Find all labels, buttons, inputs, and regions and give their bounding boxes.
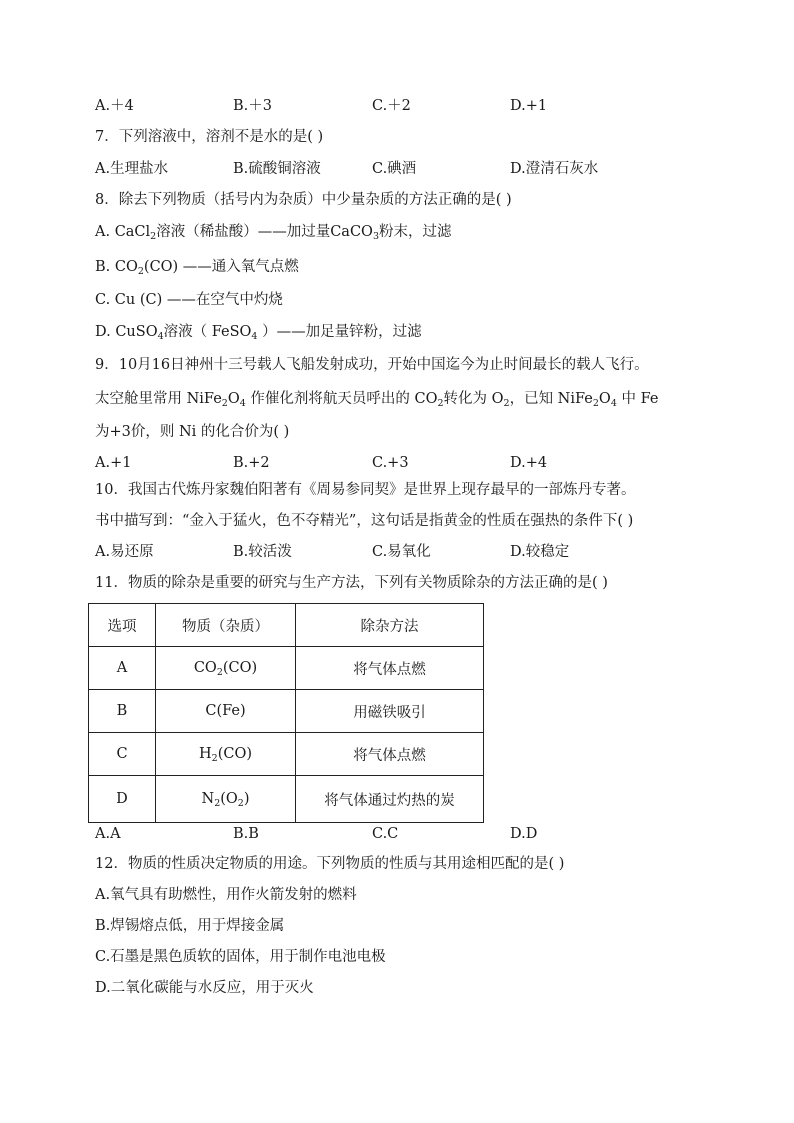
q10-option-d[interactable]: D.较稳定 <box>510 544 570 560</box>
q12-option-c[interactable]: C.石墨是黑色质软的固体，用于制作电池电极 <box>95 949 386 965</box>
q11-option-d[interactable]: D.D <box>510 826 538 842</box>
q11-stem: 11．物质的除杂是重要的研究与生产方法，下列有关物质除杂的方法正确的是( ) <box>95 575 608 591</box>
q10-option-a[interactable]: A.易还原 <box>95 544 154 560</box>
row-substance: $CO_2(CO)$ <box>156 647 296 690</box>
table-header-row <box>89 604 484 647</box>
q9-stem-line-1: 9．10月16日神州十三号载人飞船发射成功，开始中国迄今为止时间最长的载人飞行。 <box>95 357 649 373</box>
row-option: B <box>89 690 156 733</box>
q9-stem-line-2: 太空舱里常用 $NiFe_2O_4$ 作催化剂将航天员呼出的 $CO_2$转化为 $O_2$，已知 $NiFe_2O_4$ 中 Fe <box>95 391 659 409</box>
row-substance: $H_2(CO)$ <box>156 733 296 776</box>
row-option: D <box>89 776 156 823</box>
q6-option-c[interactable]: C.＋2 <box>372 98 411 114</box>
q8-option-d[interactable]: D. CuSO$_4$溶液（ FeSO$_4$ ）——加足量锌粉，过滤 <box>95 324 422 342</box>
table-row <box>89 776 484 823</box>
q12-option-b[interactable]: B.焊锡熔点低，用于焊接金属 <box>95 918 285 934</box>
q6-option-b[interactable]: B.＋3 <box>233 98 272 114</box>
q7-option-c[interactable]: C.碘酒 <box>372 161 417 177</box>
q12-option-a[interactable]: A.氧气具有助燃性，用作火箭发射的燃料 <box>95 887 357 903</box>
q11-table <box>88 603 484 823</box>
row-method: 将气体点燃 <box>296 647 484 690</box>
q11-options <box>95 824 695 844</box>
q9-option-a[interactable]: A.+1 <box>95 455 132 471</box>
row-method: 将气体点燃 <box>296 733 484 776</box>
row-substance: C(Fe) <box>156 690 296 733</box>
q9-option-c[interactable]: C.+3 <box>372 455 409 471</box>
q9-options <box>95 453 695 473</box>
header-substance: 物质（杂质） <box>156 604 296 647</box>
q10-stem-line-2: 书中描写到：“金入于猛火，色不夺精光”，这句话是指黄金的性质在强热的条件下( ) <box>95 513 634 529</box>
q11-option-a[interactable]: A.A <box>95 826 121 842</box>
q10-options <box>95 542 695 562</box>
q8-stem: 8．除去下列物质（括号内为杂质）中少量杂质的方法正确的是( ) <box>95 192 512 208</box>
header-option: 选项 <box>89 604 156 647</box>
q7-option-a[interactable]: A.生理盐水 <box>95 161 169 177</box>
q12-option-d[interactable]: D.二氧化碳能与水反应，用于灭火 <box>95 980 314 996</box>
q7-stem: 7．下列溶液中，溶剂不是水的是( ) <box>95 129 324 145</box>
q7-options <box>95 159 695 179</box>
row-option: C <box>89 733 156 776</box>
q7-option-b[interactable]: B.硫酸铜溶液 <box>233 161 321 177</box>
q8-option-c[interactable]: C. Cu (C) ——在空气中灼烧 <box>95 292 283 308</box>
q6-option-d[interactable]: D.+1 <box>510 98 548 114</box>
header-method: 除杂方法 <box>296 604 484 647</box>
row-substance: $N_2(O_2)$ <box>156 776 296 823</box>
table-row <box>89 733 484 776</box>
q8-option-b[interactable]: B. $CO_2(CO)$ ——通入氧气点燃 <box>95 259 299 277</box>
q11-option-c[interactable]: C.C <box>372 826 399 842</box>
row-method: 用磁铁吸引 <box>296 690 484 733</box>
q9-option-d[interactable]: D.+4 <box>510 455 548 471</box>
q10-stem-line-1: 10．我国古代炼丹家魏伯阳著有《周易参同契》是世界上现存最早的一部炼丹专著。 <box>95 482 636 498</box>
table-row <box>89 647 484 690</box>
q9-stem-line-3: 为+3价，则 Ni 的化合价为( ) <box>95 424 290 440</box>
q6-option-a[interactable]: A.＋4 <box>95 98 134 114</box>
q6-options <box>95 96 695 116</box>
q9-option-b[interactable]: B.+2 <box>233 455 270 471</box>
q11-option-b[interactable]: B.B <box>233 826 259 842</box>
table-row <box>89 690 484 733</box>
q7-option-d[interactable]: D.澄清石灰水 <box>510 161 599 177</box>
q8-option-a[interactable]: A. CaCl$_2$溶液（稀盐酸）——加过量CaCO$_3$粉末，过滤 <box>95 224 452 242</box>
row-option: A <box>89 647 156 690</box>
row-method: 将气体通过灼热的炭 <box>296 776 484 823</box>
q10-option-c[interactable]: C.易氧化 <box>372 544 431 560</box>
q10-option-b[interactable]: B.较活泼 <box>233 544 292 560</box>
q12-stem: 12．物质的性质决定物质的用途。下列物质的性质与其用途相匹配的是( ) <box>95 856 565 872</box>
